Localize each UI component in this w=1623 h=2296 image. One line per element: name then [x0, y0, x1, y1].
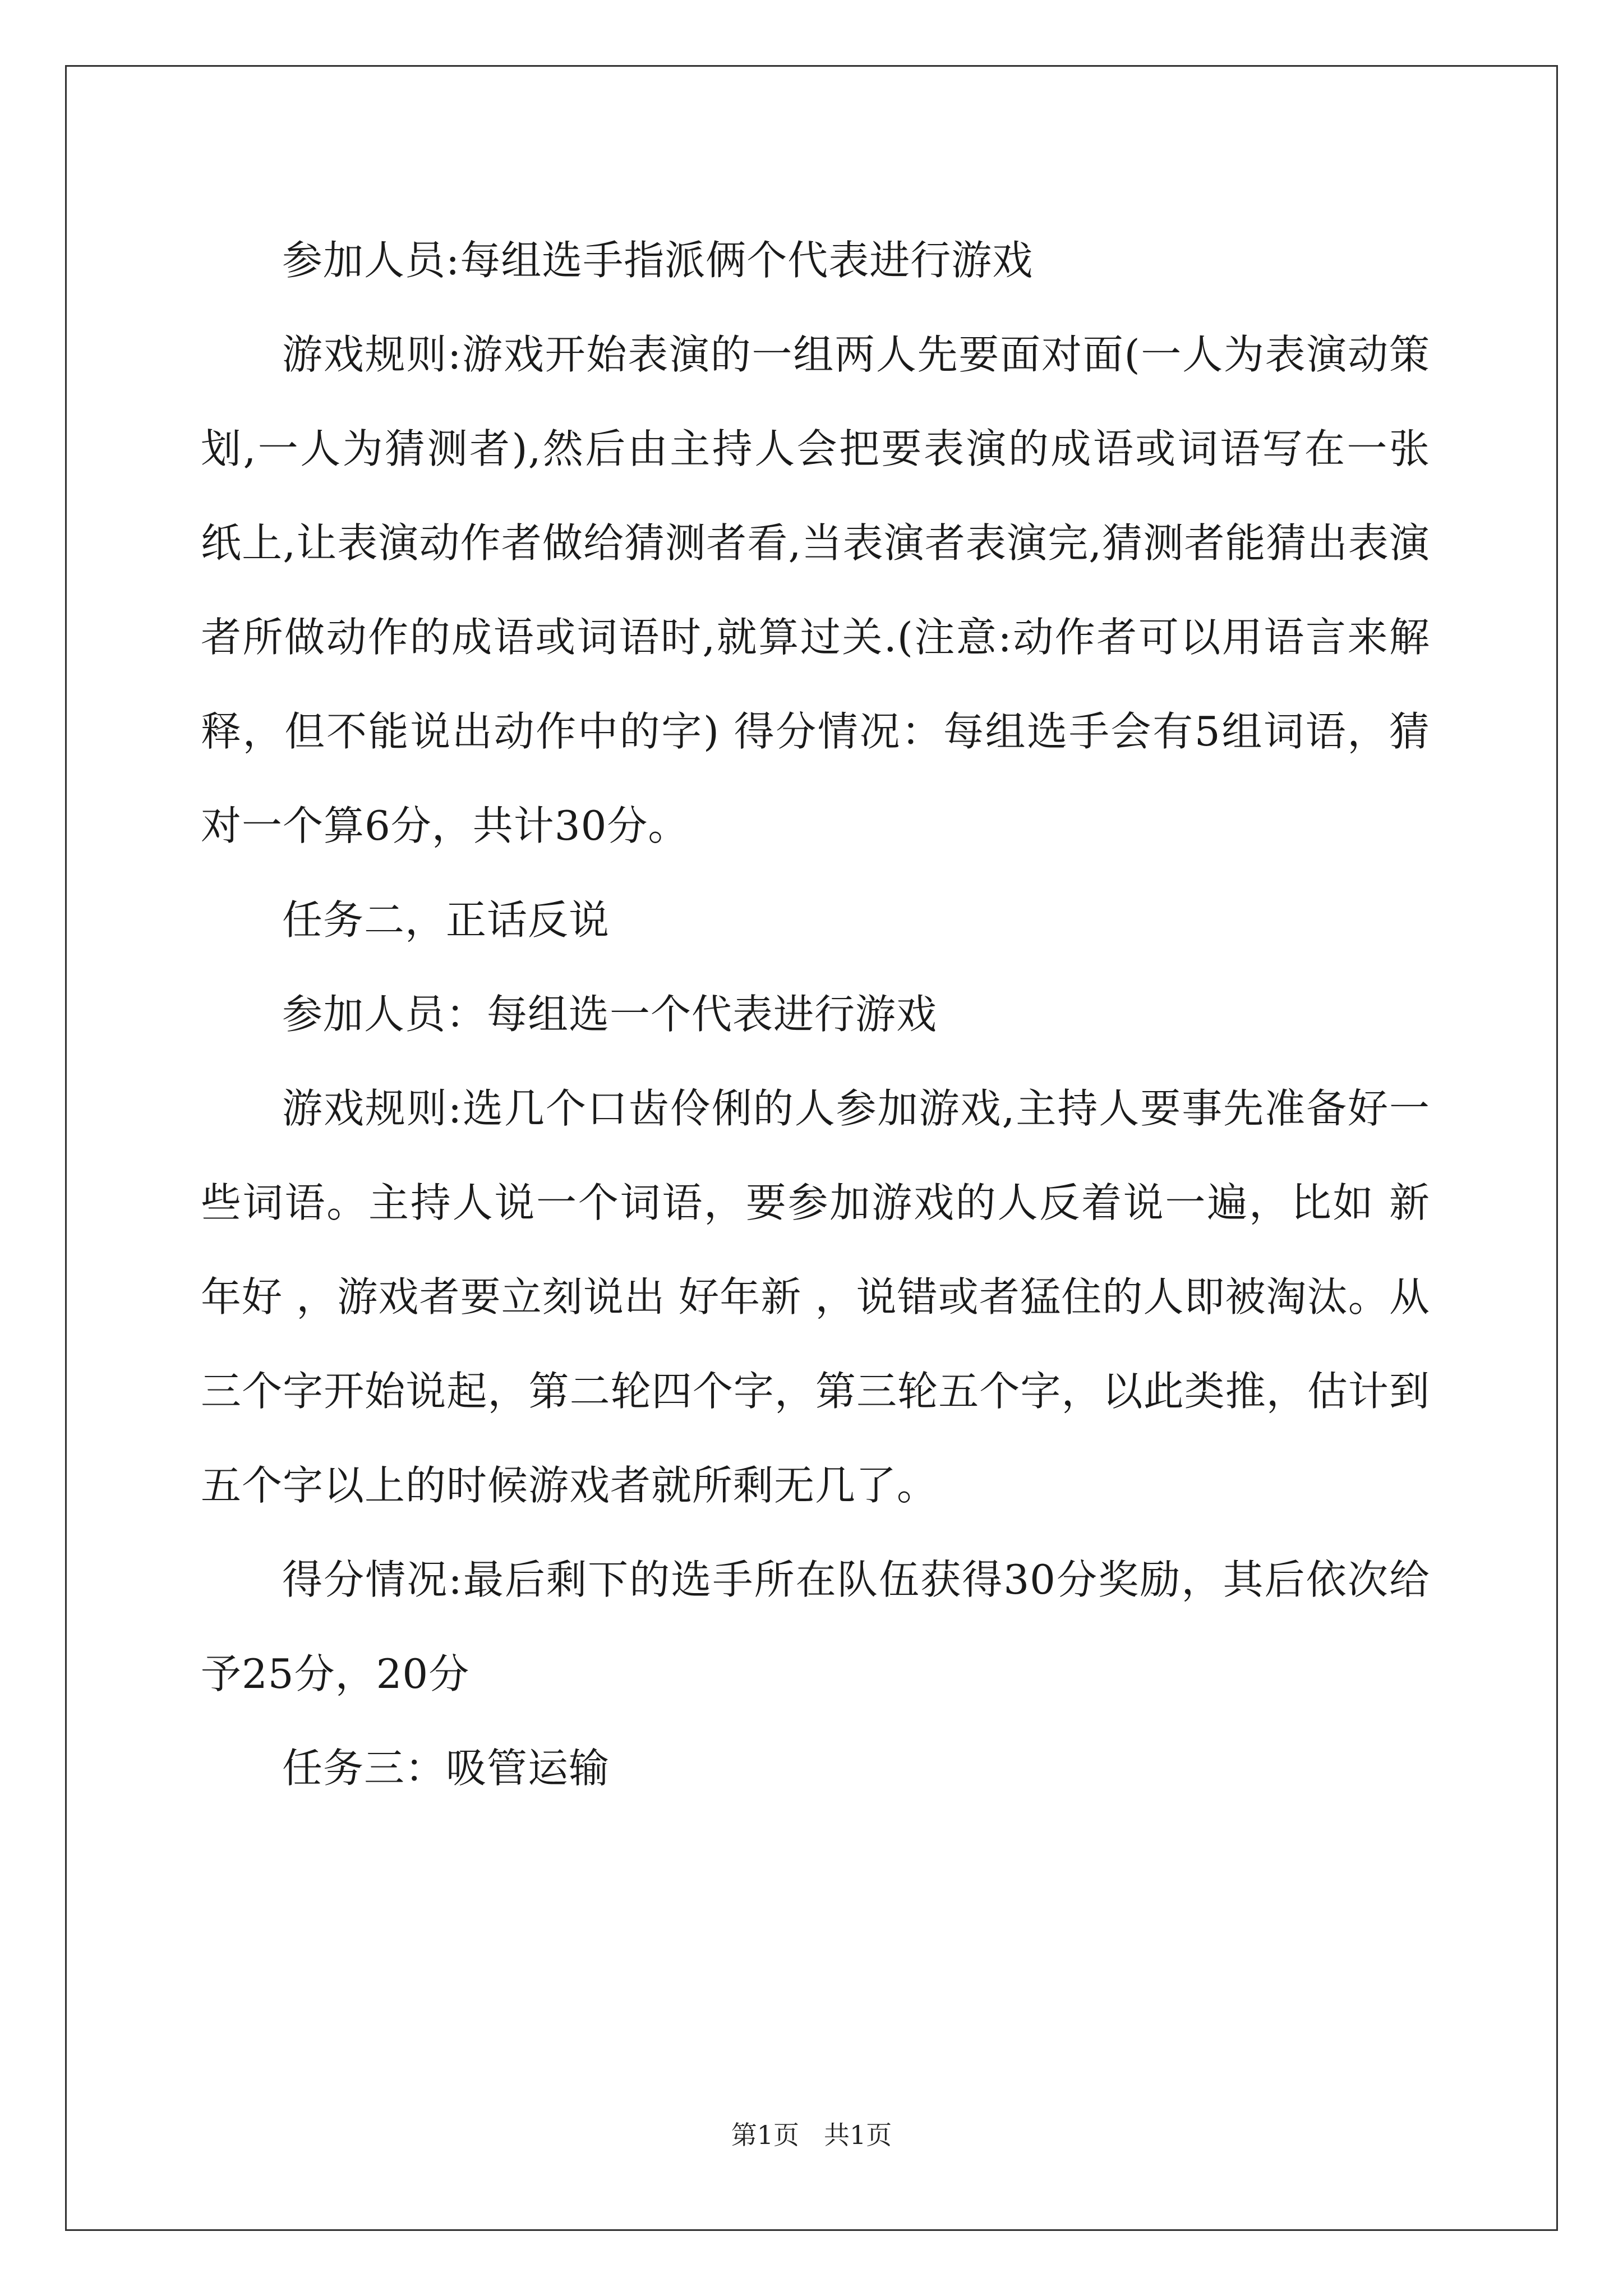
paragraph-participants-2: 参加人员：每组选一个代表进行游戏	[282, 991, 938, 1038]
paragraph-rules-1: 游戏规则:游戏开始表演的一组两人先要面对面(一人为表演动策划,一人为猜测者),然后由主持人会把要表演的成语或词语写在一张纸上,让表演动作者做给猜测者看,当表演者表演完,猜测者能猜出表演者所做动作的成语或词语时,就算过关.(注意:动作者可以用语言来解释，但不能说出动作中的字) 得分情况：每组选手会有5组词语，猜对一个算6分，共计30分。	[201, 331, 1430, 849]
page-footer	[0, 2118, 1623, 2152]
heading-task-three: 任务三：吸管运输	[282, 1745, 610, 1792]
document-body	[201, 213, 1430, 1815]
paragraph-participants-1: 参加人员:每组选手指派俩个代表进行游戏	[282, 237, 1034, 284]
page-number-total: 共1页	[823, 2120, 892, 2150]
heading-task-two: 任务二，正话反说	[282, 896, 610, 944]
paragraph-scoring-2: 得分情况:最后剩下的选手所在队伍获得30分奖励，其后依次给予25分，20分	[201, 1556, 1430, 1697]
paragraph-rules-2: 游戏规则:选几个口齿伶俐的人参加游戏,主持人要事先准备好一些词语。主持人说一个词语，要参加游戏的人反着说一遍，比如 新年好 ，游戏者要立刻说出 好年新 ，说错或者猛住的人即被淘汰。从三个字开始说起，第二轮四个字，第三轮五个字，以此类推，估计到五个字以上的时候游戏者就所剩无几了。	[201, 1085, 1430, 1509]
page-number-current: 第1页	[731, 2120, 800, 2150]
